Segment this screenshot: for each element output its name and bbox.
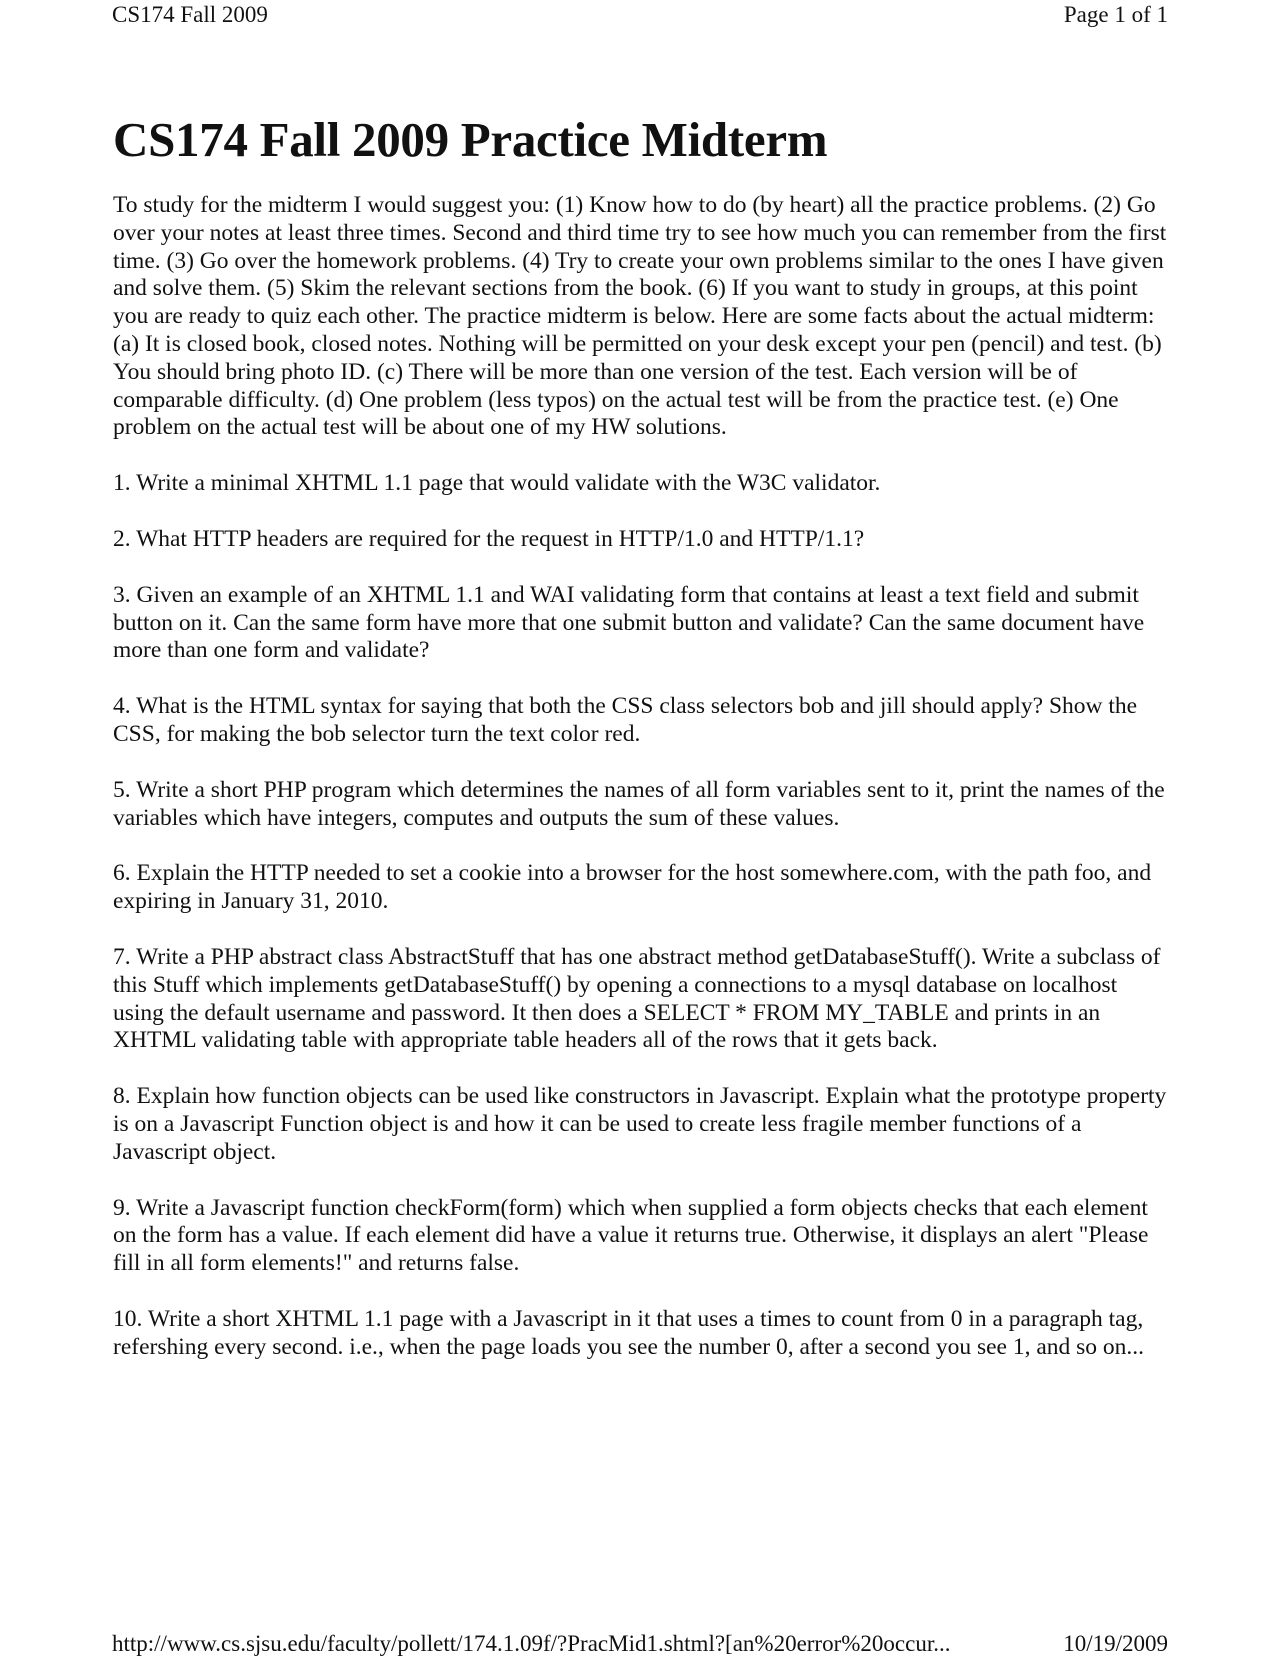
question-8: 8. Explain how function objects can be used like constructors in Javascript. Explain what the prototype property is on a Javascript Function object is and how it can be used to create less fragile member functions of a Javascript object. bbox=[113, 1083, 1167, 1165]
question-6: 6. Explain the HTTP needed to set a cookie into a browser for the host somewhere.com, with the path foo, and expiring in January 31, 2010. bbox=[113, 860, 1152, 915]
footer-url: http://www.cs.sjsu.edu/faculty/pollett/174.1.09f/?PracMid1.shtml?[an%20error%20occur... bbox=[112, 1631, 951, 1656]
header-page-number: Page 1 of 1 bbox=[1063, 2, 1168, 27]
page-header bbox=[112, 0, 1168, 40]
footer-date: 10/19/2009 bbox=[1063, 1631, 1168, 1656]
page-title: CS174 Fall 2009 Practice Midterm bbox=[113, 112, 828, 167]
question-9: 9. Write a Javascript function checkForm(form) which when supplied a form objects checks that each element on the form has a value. If each element did have a value it returns true. Otherwise, it displays an alert "Please fill in all form elements!" and returns false. bbox=[113, 1194, 1149, 1277]
intro-paragraph: To study for the midterm I would suggest you: (1) Know how to do (by heart) all the practice problems. (2) Go over your notes at least three times. Second and third time try to see how much you can remember from the first time. (3) Go over the homework problems. (4) Try to create your own problems similar to the ones I have given and solve them. (5) Skim the relevant sections from the book. (6) If you want to study in groups, at this point you are ready to quiz each other. The practice midterm is below. Here are some facts about the actual midterm: (a) It is closed book, closed notes. Nothing will be permitted on your desk except your pen (pencil) and test. (b) You should bring photo ID. (c) There will be more than one version of the test. Each version will be of comparable difficulty. (d) One problem (less typos) on the actual test will be from the practice test. (e) One problem on the actual test will be about one of my HW solutions. bbox=[113, 192, 1167, 441]
header-course: CS174 Fall 2009 bbox=[112, 2, 268, 27]
question-1: 1. Write a minimal XHTML 1.1 page that would validate with the W3C validator. bbox=[113, 470, 881, 497]
question-4: 4. What is the HTML syntax for saying that both the CSS class selectors bob and jill should apply? Show the CSS, for making the bob selector turn the text color red. bbox=[113, 693, 1138, 747]
question-5: 5. Write a short PHP program which determines the names of all form variables sent to it, print the names of the variables which have integers, computes and outputs the sum of these values. bbox=[113, 776, 1165, 831]
question-10: 10. Write a short XHTML 1.1 page with a Javascript in it that uses a times to count from 0 in a paragraph tag, refershing every second. i.e., when the page loads you see the number 0, after a second you see 1, and so on... bbox=[113, 1305, 1145, 1360]
question-3: 3. Given an example of an XHTML 1.1 and WAI validating form that contains at least a text field and submit button on it. Can the same form have more that one submit button and validate? Can the same document have more than one form and validate? bbox=[113, 581, 1145, 664]
question-2: 2. What HTTP headers are required for the request in HTTP/1.0 and HTTP/1.1? bbox=[113, 525, 865, 552]
question-7: 7. Write a PHP abstract class AbstractStuff that has one abstract method getDatabaseStuff(). Write a subclass of this Stuff which implements getDatabaseStuff() by opening a connections to a mysql database on localhost using the default username and password. It then does a SELECT * FROM MY_TABLE and prints in an XHTML validating table with appropriate table headers all of the rows that it gets back. bbox=[113, 943, 1161, 1054]
document-body bbox=[113, 108, 1168, 1390]
question-list bbox=[113, 470, 1168, 1361]
